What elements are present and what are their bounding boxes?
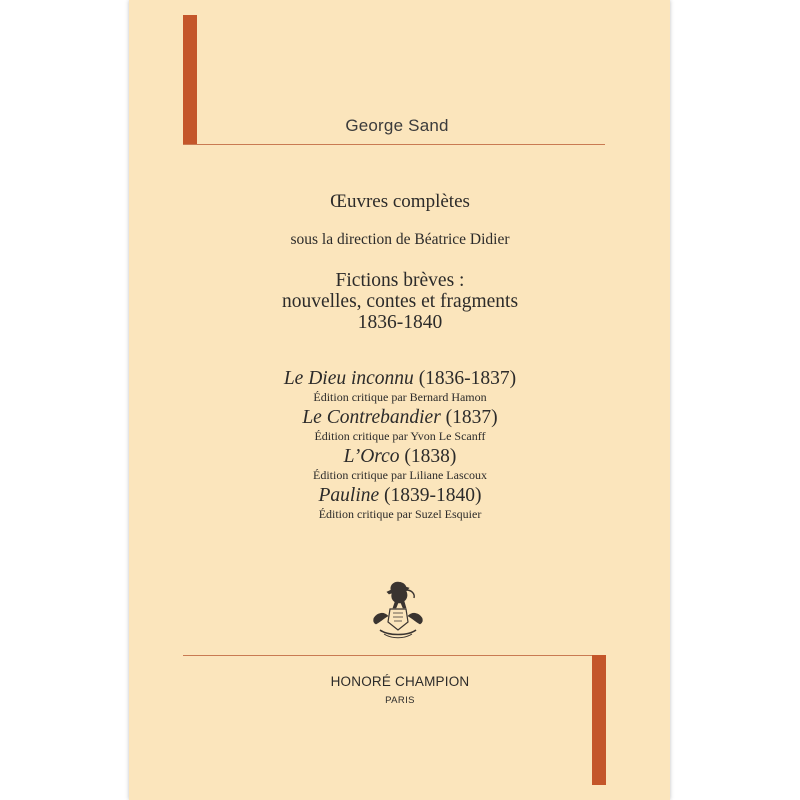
work-name: Pauline [318,485,380,506]
work-years: (1839-1840) [384,485,482,506]
publisher-name: HONORÉ CHAMPION [330,674,470,689]
author-name: George Sand [345,116,449,135]
accent-bar-bottom [592,655,606,785]
work-editor-4: Édition critique par Suzel Esquier [318,507,482,521]
work-years: (1837) [445,407,498,428]
work-title-1 [183,367,617,390]
work-title-2 [183,406,617,429]
work-name: Le Dieu inconnu [283,368,414,389]
work-editor-2: Édition critique par Yvon Le Scanff [314,429,486,443]
rule-top [183,144,605,145]
volume-title-line-2: nouvelles, contes et fragments [281,291,519,312]
work-title-3 [183,445,617,468]
work-title-4 [183,484,617,507]
series-direction: sous la direction de Béatrice Didier [290,231,510,248]
works-list [183,367,617,523]
publisher-emblem-icon [368,578,428,642]
series-title: Œuvres complètes [330,191,470,212]
work-name: L’Orco [343,446,400,467]
volume-title [183,270,617,333]
volume-title-line-1: Fictions brèves : [335,270,465,291]
work-years: (1836-1837) [418,368,517,389]
rule-bottom [183,655,605,656]
accent-bar-top [183,15,197,145]
volume-title-line-3: 1836-1840 [357,312,443,333]
work-years: (1838) [404,446,457,467]
work-name: Le Contrebandier [302,407,441,428]
publisher-city: PARIS [385,695,415,706]
work-editor-1: Édition critique par Bernard Hamon [313,390,487,404]
work-editor-3: Édition critique par Liliane Lascoux [313,468,487,482]
